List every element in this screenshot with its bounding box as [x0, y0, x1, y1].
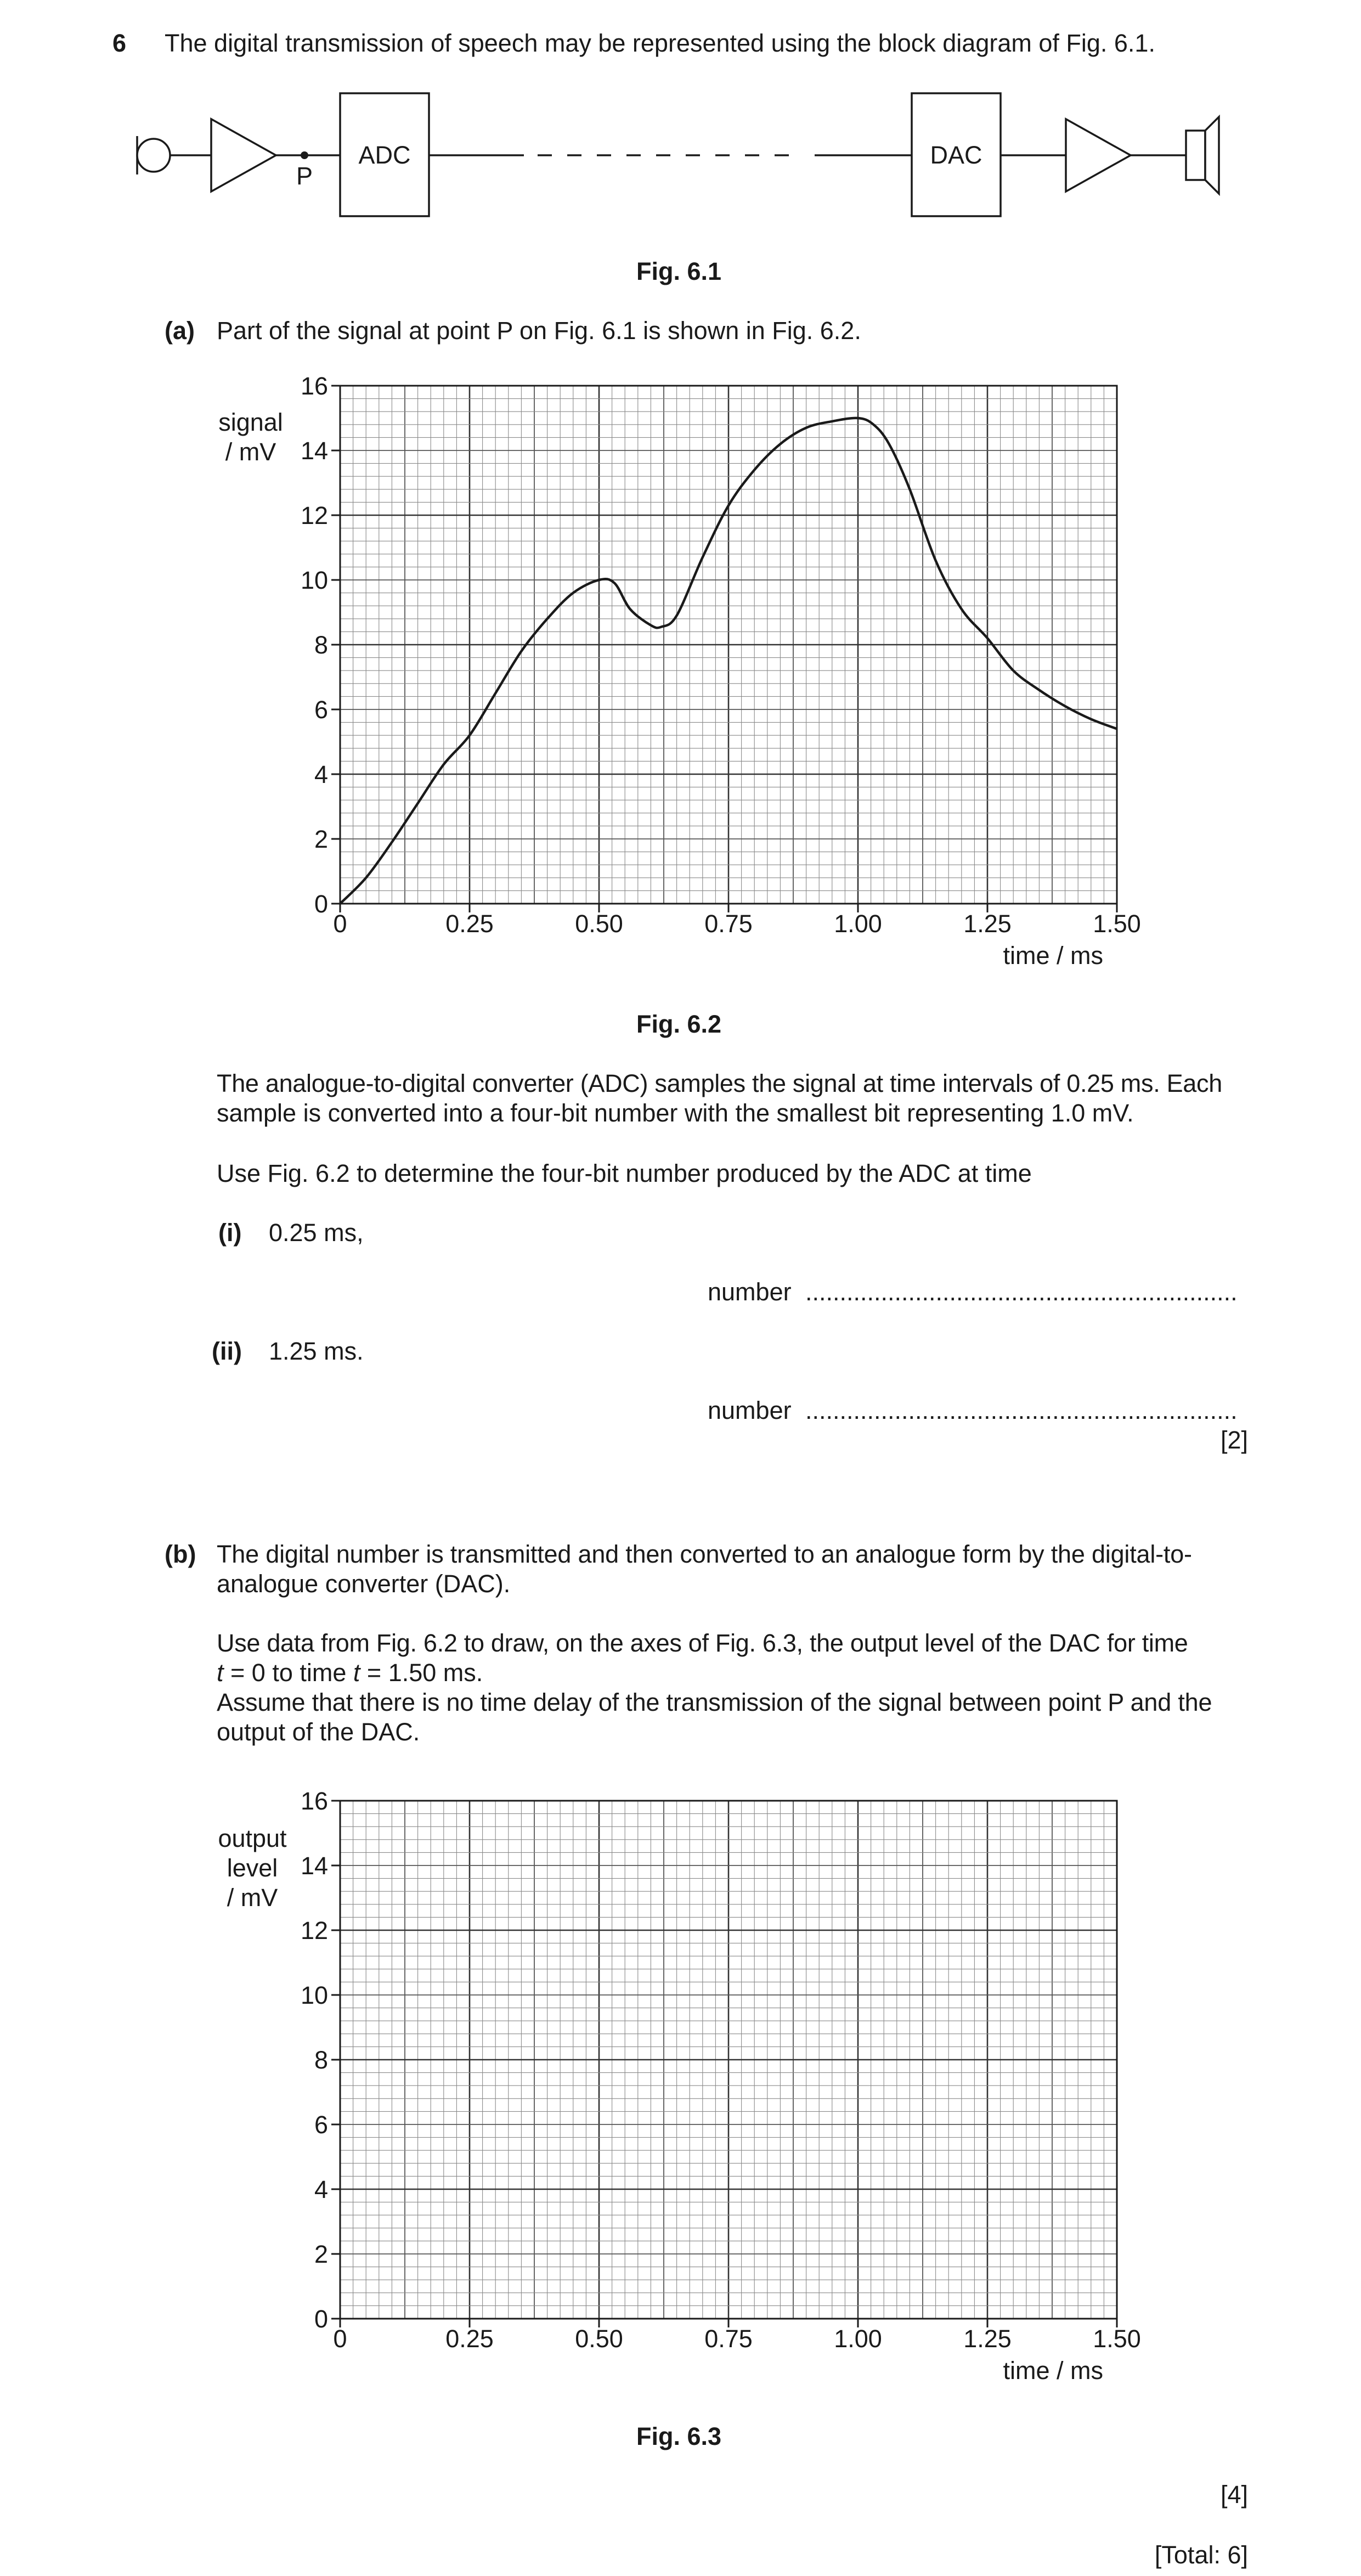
line4-part-b: = 1.50 ms.: [360, 1659, 483, 1687]
part-a-ii-text: 1.25 ms.: [269, 1337, 364, 1365]
line4-part-a: = 0 to time: [223, 1659, 353, 1687]
x-tick-label: 0.25: [445, 2325, 494, 2353]
x-tick-label: 0.25: [445, 910, 494, 938]
time-symbol: t: [353, 1659, 360, 1687]
y-tick-label: 12: [300, 501, 328, 529]
part-a-label: (a): [165, 317, 195, 345]
y-tick-label: 6: [314, 2111, 328, 2139]
part-a-marks: [2]: [1220, 1426, 1248, 1454]
x-tick-label: 0: [333, 2325, 347, 2353]
y-tick-label: 8: [314, 631, 328, 659]
x-axis-label: time / ms: [1003, 2357, 1103, 2385]
part-a-para1-line1: The analogue-to-digital converter (ADC) samples the signal at time intervals of 0.25 ms. Each: [217, 1069, 1222, 1097]
x-tick-label: 0: [333, 910, 347, 938]
x-tick-label: 1.25: [963, 2325, 1012, 2353]
y-tick-label: 4: [314, 760, 328, 788]
x-tick-label: 0.50: [575, 2325, 623, 2353]
x-tick-label: 1.50: [1093, 910, 1141, 938]
y-tick-label: 10: [300, 1981, 328, 2009]
part-a-para2: Use Fig. 6.2 to determine the four-bit number produced by the ADC at time: [217, 1159, 1032, 1187]
y-tick-label: 14: [300, 437, 328, 465]
part-b-line2: analogue converter (DAC).: [217, 1570, 511, 1598]
part-a-i-label: (i): [218, 1219, 242, 1247]
answer-ii-label: number: [708, 1396, 792, 1424]
y-tick-label: 8: [314, 2046, 328, 2074]
y-tick-label: 4: [314, 2175, 328, 2203]
part-b-line5: Assume that there is no time delay of the transmission of the signal between point P and the: [217, 1688, 1212, 1716]
y-tick-label: 16: [300, 372, 328, 400]
y-tick-label: 2: [314, 2240, 328, 2268]
y-tick-label: 0: [314, 890, 328, 918]
dac-label: DAC: [930, 141, 982, 169]
part-b-marks: [4]: [1220, 2481, 1248, 2509]
adc-label: ADC: [358, 141, 411, 169]
y-tick-label: 12: [300, 1917, 328, 1944]
x-tick-label: 1.50: [1093, 2325, 1141, 2353]
y-axis-label: signal: [218, 408, 283, 436]
answer-ii-input[interactable]: ...............................................................: [805, 1396, 1238, 1424]
fig61-caption: Fig. 6.1: [636, 257, 722, 285]
answer-i-input[interactable]: ...............................................................: [805, 1278, 1238, 1306]
part-b-line1: The digital number is transmitted and then converted to an analogue form by the digital-to-: [217, 1540, 1192, 1568]
x-tick-label: 1.25: [963, 910, 1012, 938]
answer-i-label: number: [708, 1278, 792, 1306]
time-symbol: t: [217, 1659, 224, 1687]
y-tick-label: 10: [300, 566, 328, 594]
x-axis-label: time / ms: [1003, 942, 1103, 969]
y-axis-label: output: [218, 1824, 287, 1852]
part-a-para1-line2: sample is converted into a four-bit number with the smallest bit representing 1.0 mV.: [217, 1099, 1134, 1127]
part-b-line3: Use data from Fig. 6.2 to draw, on the axes of Fig. 6.3, the output level of the DAC for time: [217, 1629, 1188, 1657]
y-axis-label: / mV: [225, 438, 276, 466]
fig63-caption: Fig. 6.3: [636, 2422, 722, 2450]
total-marks: [Total: 6]: [1154, 2541, 1248, 2569]
x-tick-label: 0.75: [704, 910, 753, 938]
part-a-ii-label: (ii): [212, 1337, 242, 1365]
part-b-label: (b): [165, 1540, 196, 1568]
part-b-line6: output of the DAC.: [217, 1718, 420, 1746]
y-tick-label: 16: [300, 1787, 328, 1815]
x-tick-label: 1.00: [834, 2325, 882, 2353]
fig62-caption: Fig. 6.2: [636, 1010, 722, 1038]
y-tick-label: 0: [314, 2305, 328, 2333]
part-a-i-text: 0.25 ms,: [269, 1219, 364, 1247]
question-number: 6: [112, 29, 127, 57]
grid: [340, 1801, 1117, 2319]
x-tick-label: 0.50: [575, 910, 623, 938]
x-tick-label: 1.00: [834, 910, 882, 938]
part-a-text: Part of the signal at point P on Fig. 6.1 is shown in Fig. 6.2.: [217, 317, 861, 345]
point-p-label: P: [296, 162, 313, 190]
y-axis-label: level: [227, 1854, 278, 1882]
question-intro: The digital transmission of speech may be represented using the block diagram of Fig. 6.1.: [165, 29, 1155, 57]
y-tick-label: 14: [300, 1852, 328, 1880]
x-tick-label: 0.75: [704, 2325, 753, 2353]
y-axis-label: / mV: [227, 1884, 278, 1912]
y-tick-label: 6: [314, 696, 328, 724]
y-tick-label: 2: [314, 825, 328, 853]
